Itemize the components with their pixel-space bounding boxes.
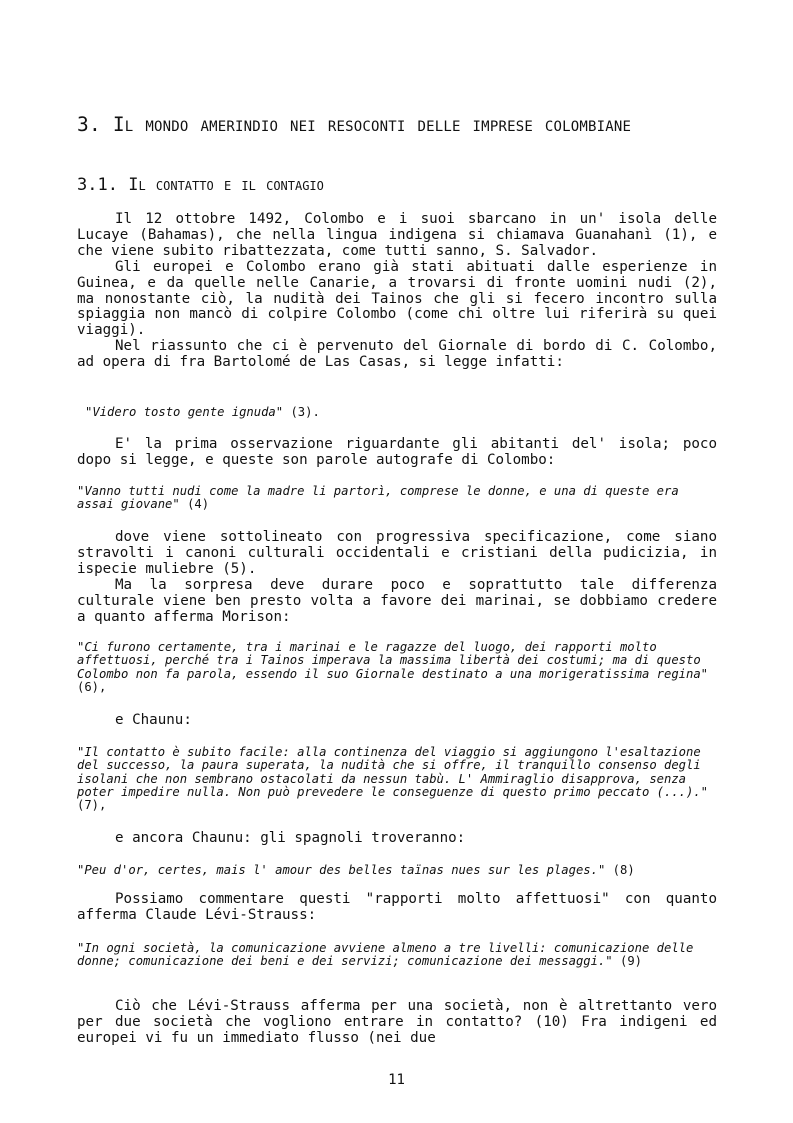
paragraph: Possiamo commentare questi "rapporti molto affettuosi" con quanto afferma Claude Lévi-Strauss: (77, 891, 717, 923)
quotation: "Ci furono certamente, tra i marinai e le ragazze del luogo, dei rapporti molto affettuosi, perché tra i Tainos imperava la massima libertà dei costumi; ma di questo Colombo non fa parola, essendo il suo Giornale destinato a una morigeratissima regina" (6), (77, 640, 709, 694)
paragraph: E' la prima osservazione riguardante gli abitanti del' isola; poco dopo si legge, e queste son parole autografe di Colombo: (77, 436, 717, 468)
page-number: 11 (388, 1072, 405, 1088)
quotation: "In ogni società, la comunicazione avviene almeno a tre livelli: comunicazione delle donne; comunicazione dei beni e dei servizi; comunicazione dei messaggi." (9) (77, 941, 694, 969)
quotation: "Il contatto è subito facile: alla continenza del viaggio si aggiungono l'esaltazione del successo, la paura superata, la nudità che si offre, il tranquillo consenso degli isolani che non sembrano ostacolati da nessun tabù. L' Ammiraglio disapprova, senza poter impedire nulla. Non può prevedere le conseguenze di questo primo peccato (...)." (7), (77, 745, 709, 813)
paragraph: Gli europei e Colombo erano già stati abituati dalle esperienze in Guinea, e da quelle nelle Canarie, a trovarsi di fronte uomini nudi (2), ma nonostante ciò, la nudità dei Tainos che gli si fecero incontro sulla spiaggia non mancò di colpire Colombo (come chi oltre lui riferirà su quei viaggi). (77, 258, 717, 339)
section-heading: 3.1. Il contatto e il contagio (77, 175, 324, 195)
paragraph-group-2 (77, 437, 717, 469)
paragraph-group-7 (77, 999, 717, 1047)
paragraph: Ciò che Lévi-Strauss afferma per una società, non è altrettanto vero per due società che vogliono entrare in contatto? (10) Fra indigeni ed europei vi fu un immediato flusso (nei due (77, 998, 717, 1046)
paragraph-group-6 (77, 892, 717, 924)
paragraph-group-3 (77, 530, 717, 625)
paragraph: Nel riassunto che ci è pervenuto del Giornale di bordo di C. Colombo, ad opera di fra Bartolomé de Las Casas, si legge infatti: (77, 338, 717, 371)
paragraph: e Chaunu: (115, 712, 192, 728)
quotation: "Vanno tutti nudi come la madre li partorì, comprese le donne, e una di queste era assai giovane" (4) (77, 484, 679, 512)
paragraph: dove viene sottolineato con progressiva specificazione, come siano stravolti i canoni culturali occidentali e cristiani della pudicizia, in ispecie muliebre (5). (77, 529, 717, 577)
paragraph-group-5 (77, 831, 717, 847)
chapter-heading: 3. Il mondo amerindio nei resoconti delle imprese colombiane (77, 113, 632, 136)
paragraph: Ma la sorpresa deve durare poco e soprattutto tale differenza culturale viene ben presto volta a favore dei marinai, se dobbiamo credere a quanto afferma Morison: (77, 576, 717, 625)
quotation: "Peu d'or, certes, mais l' amour des belles taïnas nues sur les plages." (8) (77, 863, 635, 877)
quotation: "Videro tosto gente ignuda" (3). (85, 405, 320, 419)
paragraph-group-1 (77, 212, 717, 371)
paragraph: e ancora Chaunu: gli spagnoli troveranno: (115, 830, 466, 846)
paragraph: Il 12 ottobre 1492, Colombo e i suoi sbarcano in un' isola delle Lucaye (Bahamas), che nella lingua indigena si chiamava Guanahanì (1), e che viene subito ribattezzata, come tutti sanno, S. Salvador. (77, 211, 717, 259)
paragraph-group-4 (77, 713, 717, 729)
